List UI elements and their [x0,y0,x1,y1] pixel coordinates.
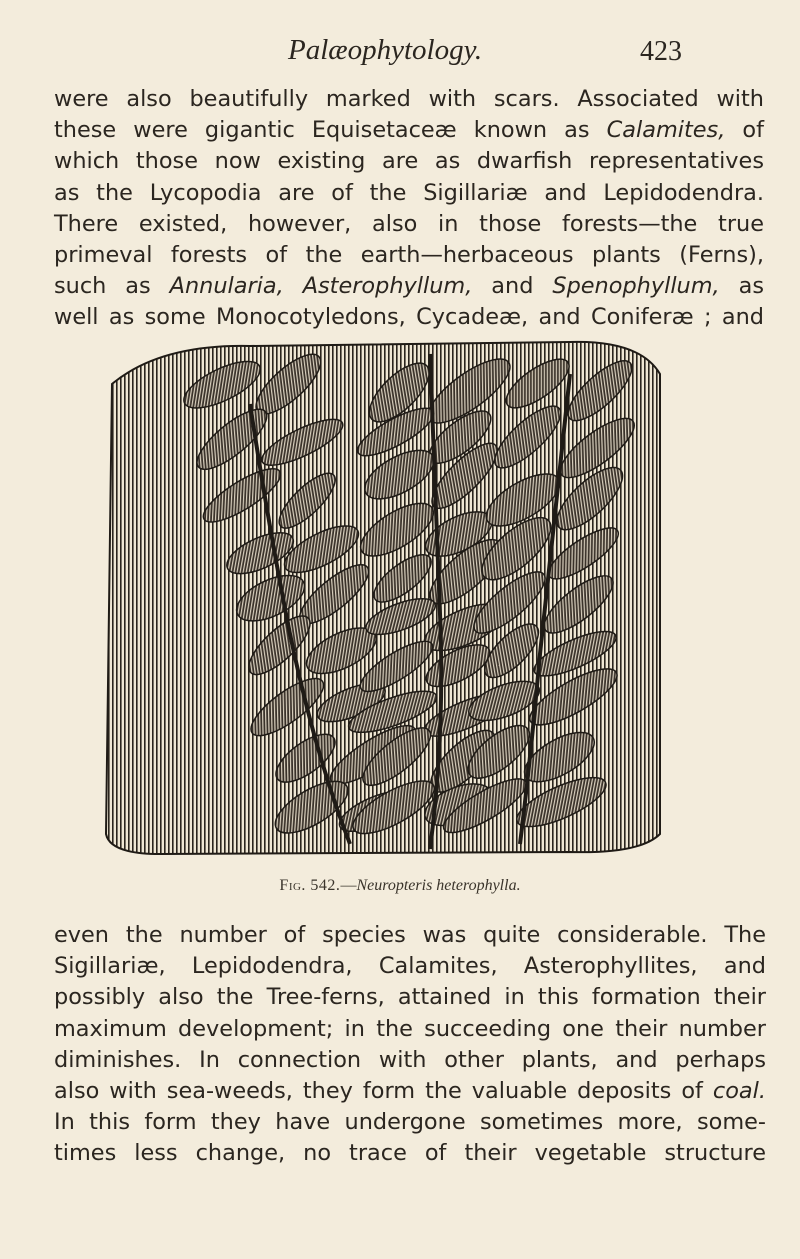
page-header [0,34,800,74]
text-line: which those now existing are as dwarfish representatives [54,148,764,175]
fern-illustration [100,334,666,860]
text-line: these were gigantic Equisetaceæ known as Calamites, of [54,117,764,144]
figure-caption [0,877,800,895]
text-line: as the Lycopodia are of the Sigillariæ and Lepidodendra. [54,179,764,206]
text-line: There existed, however, also in those forests—the true [54,210,764,237]
italic-term: Calamites, [606,117,726,144]
paragraph-2 [54,920,766,1170]
text-line: Sigillariæ, Lepidodendra, Calamites, Asterophyllites, and [54,953,766,980]
caption-dash: — [340,877,357,894]
italic-term: Spenophyllum, [552,273,720,300]
text-line: maximum development; in the succeeding one their number [54,1015,766,1042]
running-title: Palæophytology. [288,34,483,66]
text-line: possibly also the Tree-ferns, attained in this formation their [54,984,766,1011]
text-line: even the number of species was quite considerable. The [54,922,766,948]
text-line: In this form they have undergone sometimes more, some- [54,1109,766,1136]
paragraph-1 [54,84,764,334]
figure-number: Fig. 542. [279,877,341,894]
italic-term: coal. [712,1078,766,1105]
italic-term: Asterophyllum, [302,273,473,300]
text-line: primeval forests of the earth—herbaceous plants (Ferns), [54,242,764,269]
italic-term: Annularia, [169,273,284,300]
text-line: well as some Monocotyledons, Cycadeæ, and Coniferæ ; and [54,304,764,331]
text-line: times less change, no trace of their vegetable structure [54,1140,766,1167]
text-line: diminishes. In connection with other plants, and perhaps [54,1046,766,1073]
text-line: such as Annularia, Asterophyllum, and Spenophyllum, as [54,273,764,300]
text-line: also with sea-weeds, they form the valuable deposits of coal. [54,1078,766,1105]
page-number: 423 [640,36,682,67]
figure-species-name: Neuropteris heterophylla. [356,877,521,894]
text-line: were also beautifully marked with scars. Associated with [54,86,764,112]
